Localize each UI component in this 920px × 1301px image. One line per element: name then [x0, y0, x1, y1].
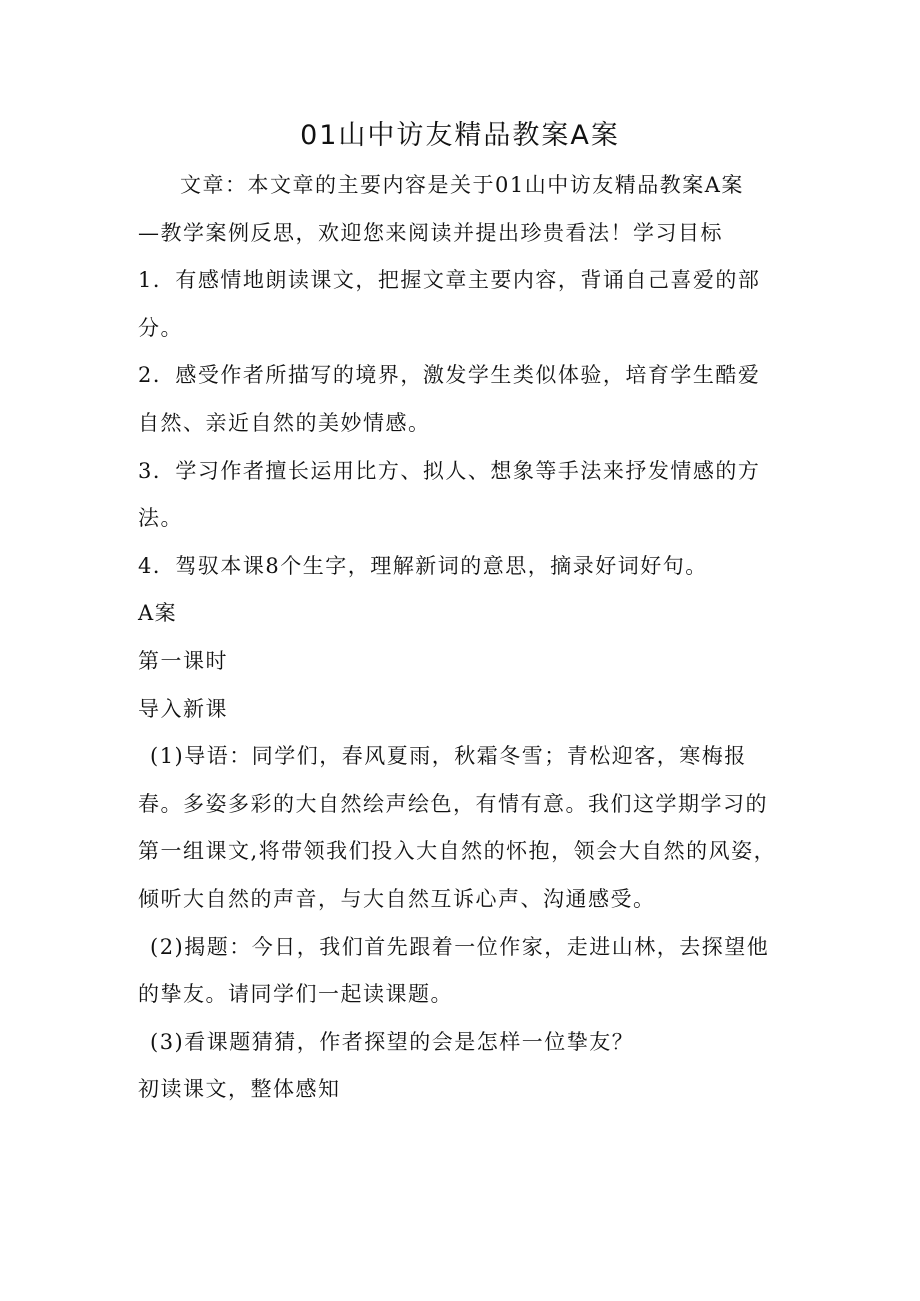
lesson-label: 第一课时 [138, 648, 228, 673]
step-item: (2)揭题：今日，我们首先跟着一位作家，走进山林，去探望他的挚友。请同学们一起读课题。 [138, 934, 770, 1007]
document-body [138, 162, 778, 1114]
goal-item: 2．感受作者所描写的境界，激发学生类似体验，培育学生酷爱自然、亲近自然的美妙情感。 [138, 363, 761, 435]
goal-item: 3．学习作者擅长运用比方、拟人、想象等手法来抒发情感的方法。 [138, 458, 761, 531]
step-item: (1)导语：同学们，春风夏雨，秋霜冬雪；青松迎客，寒梅报春。多姿多彩的大自然绘声绘色，有情有意。我们这学期学习的第一组课文,将带领我们投入大自然的怀抱，领会大自然的风姿，倾听大自然的声音，与大自然互诉心声、沟通感受。 [138, 744, 777, 911]
goal-item: 4．驾驭本课8个生字，理解新词的意思，摘录好词好句。 [138, 553, 708, 578]
step-item: (3)看课题猜猜，作者探望的会是怎样一位挚友？ [150, 1029, 635, 1054]
intro-line: —教学案例反思，欢迎您来阅读并提出珍贵看法！学习目标 [138, 220, 723, 245]
plan-label: A案 [138, 601, 178, 626]
section-heading: 导入新课 [138, 696, 228, 721]
intro-line: 文章：本文章的主要内容是关于01山中访友精品教案A案 [180, 173, 744, 197]
goal-item: 1．有感情地朗读课文，把握文章主要内容，背诵自己喜爱的部分。 [138, 268, 761, 340]
document-title: 01山中访友精品教案A案 [300, 120, 620, 151]
section-heading: 初读课文，整体感知 [138, 1077, 341, 1102]
